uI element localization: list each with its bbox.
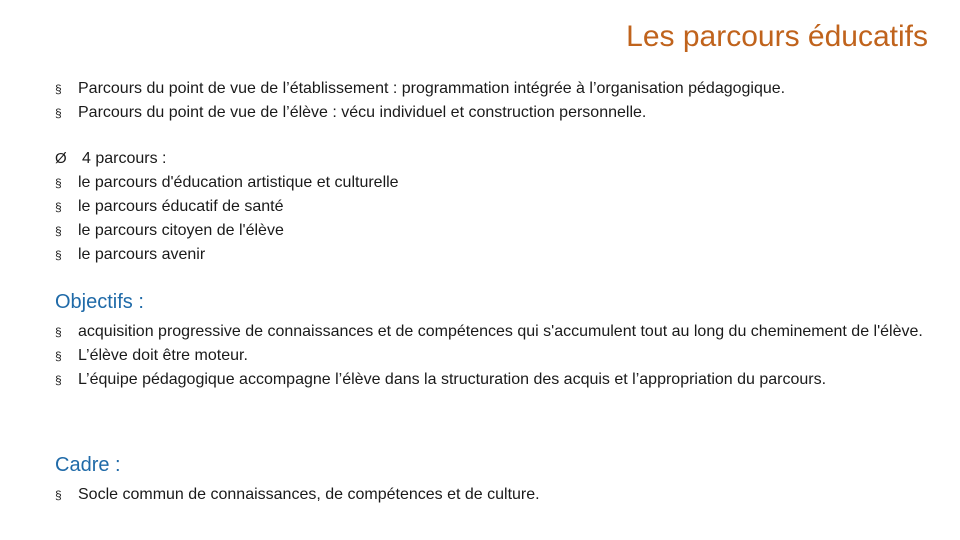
cadre-section [55, 451, 923, 507]
list-item [55, 77, 923, 101]
square-bullet-icon: § [55, 176, 62, 190]
parcours-heading: 4 parcours : [82, 150, 167, 167]
square-bullet-icon: § [55, 82, 62, 96]
square-bullet-icon: § [55, 106, 62, 120]
list-item [55, 171, 923, 195]
cadre-heading: Cadre : [55, 454, 121, 476]
list-item-text: Parcours du point de vue de l’établissement : programmation intégrée à l’organisation pédagogique. [78, 80, 786, 97]
list-item [55, 344, 923, 368]
square-bullet-icon: § [55, 248, 62, 262]
intro-list [55, 77, 923, 125]
list-item-text: Parcours du point de vue de l’élève : vécu individuel et construction personnelle. [78, 104, 647, 121]
objectifs-list [55, 320, 923, 392]
arrow-bullet-icon: Ø [55, 150, 67, 167]
objectifs-section [55, 288, 923, 392]
square-bullet-icon: § [55, 349, 62, 363]
intro-section [55, 77, 923, 125]
list-item-text: le parcours citoyen de l'élève [78, 222, 284, 239]
list-item-text: le parcours avenir [78, 246, 206, 263]
parcours-section [55, 147, 923, 267]
square-bullet-icon: § [55, 488, 62, 502]
list-item [55, 243, 923, 267]
list-item-text: le parcours éducatif de santé [78, 198, 284, 215]
list-item [55, 195, 923, 219]
list-item [55, 219, 923, 243]
list-item [55, 483, 923, 507]
list-item-text: acquisition progressive de connaissances et de compétences qui s'accumulent tout au long du cheminement de l'élève. [78, 323, 923, 340]
parcours-heading-item [55, 147, 923, 171]
list-item [55, 101, 923, 125]
list-item-text: L’équipe pédagogique accompagne l’élève dans la structuration des acquis et l’appropriation du parcours. [78, 371, 827, 388]
square-bullet-icon: § [55, 200, 62, 214]
square-bullet-icon: § [55, 373, 62, 387]
square-bullet-icon: § [55, 325, 62, 339]
objectifs-heading: Objectifs : [55, 291, 144, 313]
square-bullet-icon: § [55, 224, 62, 238]
parcours-list [55, 147, 923, 267]
cadre-list [55, 483, 923, 507]
slide-title: Les parcours éducatifs [626, 20, 928, 53]
list-item [55, 368, 923, 392]
list-item-text: Socle commun de connaissances, de compétences et de culture. [78, 486, 540, 503]
list-item [55, 320, 923, 344]
list-item-text: L’élève doit être moteur. [78, 347, 248, 364]
list-item-text: le parcours d'éducation artistique et culturelle [78, 174, 399, 191]
